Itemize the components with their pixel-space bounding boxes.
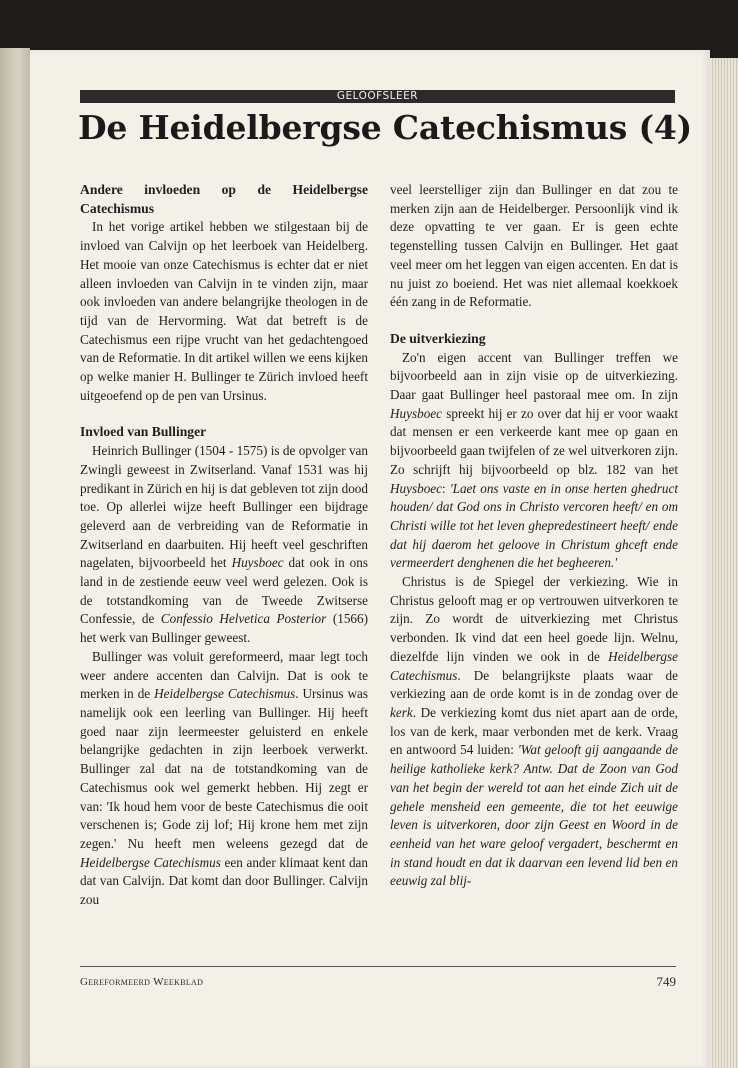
paragraph: In het vorige artikel hebben we stilgestaan bij de invloed van Calvijn op het leerboek van Heidelberg. Het mooie van onze Catechismus is echter dat er niet alleen invloeden van Calvijn in te vinden zijn, maar ook invloeden van andere belangrijke theologen in de tijd van de Hervorming. Wat dat betreft is de Catechismus een rijpe vrucht van het gedachtengoed van de Reformatie. In dit artikel willen we eens kijken op welke manier H. Bullinger te Zürich invloed heeft uitgeoefend op de pen van Ursinus. <box>80 219 368 403</box>
heading-invloed-bullinger: Invloed van Bullinger <box>80 424 207 440</box>
paragraph: Zo'n eigen accent van Bullinger treffen we bijvoorbeeld aan in zijn visie op de uitverkiezing. Daar gaat Bullinger heel pastoraal mee om. In zijn Huysboec spreekt hij er zo over dat hij er voor waakt dat mensen er een verkeerde kant mee op gaan en bijvoorbeeld gaan twijfelen of ze wel uitverkoren zijn. Zo schrijft hij bijvoorbeeld op blz. 182 van het Huysboec: 'Laet ons vaste en in onse herten ghedruct houden/ dat God ons in Christo vercoren heeft/ en om Christi wille tot het leven ghepredestineert heeft/ ende dat hij daerom het geloove in Christum ghceft ende vermeerdert denghenen die het begheeren.' <box>390 349 678 571</box>
article-title: De Heidelbergse Catechismus (4) <box>78 108 693 147</box>
column-left <box>80 181 368 910</box>
heading-andere-invloeden: Andere invloeden op de Heidelbergse Catechismus <box>80 182 368 216</box>
paragraph: veel leerstelliger zijn dan Bullinger en dat zou te merken zijn aan de Heidelberger. Persoonlijk vind ik deze opvatting te ver gaan. Er is geen echte tegenstelling tussen Calvijn en Bullinger. Het gaat veel meer om het leggen van eigen accenten. En dat is nu juist zo boeiend. Het was niet allemaal koekkoek één zang in de Reformatie. <box>390 182 678 310</box>
section-label: GELOOFSLEER <box>80 90 675 103</box>
column-right <box>390 181 678 891</box>
paragraph: Bullinger was voluit gereformeerd, maar legt toch weer andere accenten dan Calvijn. Dat is ook te merken in de Heidelbergse Catechismus. Ursinus was namelijk ook een leerling van Bullinger. Hij heeft goed naar zijn leermeester geluisterd en enkele belangrijke gedachten in zijn leerboek verwerkt. Bullinger zal dat na de totstandkoming van de Catechismus ook wel gemerkt hebben. Hij zegt er van: 'Ik houd hem voor de beste Catechismus die ooit verschenen is; Gode zij lof; Hij krone hem met zijn zegen.' Nu heeft men weleens gezegd dat de Heidelbergse Catechismus een ander klimaat kent dan dat van Calvijn. Dat komt dan door Bullinger. Calvijn zou <box>80 648 368 908</box>
footer-rule <box>80 966 676 967</box>
paragraph: Christus is de Spiegel der verkiezing. Wie in Christus gelooft mag er op vertrouwen uitverkoren te zijn. Zo wordt de uitverkiezing met Christus verbonden. Ik vind dat een heel goede lijn. Welnu, diezelfde lijn vinden we ook in de Heidelbergse Catechismus. De belangrijkste plaats waar de verkiezing aan de orde komt is in de zondag over de kerk. De verkiezing komt dus niet apart aan de orde, los van de kerk, maar verbonden met de kerk. Vraag en antwoord 54 luiden: 'Wat gelooft gij aangaande de heilige katholieke kerk? Antw. Dat de Zoon van God van het begin der wereld tot aan het einde Zich uit de gehele mensheid een gemeente, die tot het eeuwige leven is uitverkoren, door zijn Geest en Woord in de eenheid van het ware geloof vergadert, beschermt en in stand houdt en dat ik daarvan een levend lid ben en eeuwig zal blij- <box>390 574 678 889</box>
publication-name: Gereformeerd Weekblad <box>80 976 204 988</box>
page-number: 749 <box>656 974 676 989</box>
facing-page-edge <box>0 48 30 1068</box>
paragraph: Heinrich Bullinger (1504 - 1575) is de opvolger van Zwingli geweest in Zwitserland. Vanaf 1531 was hij predikant in Zürich en hij is dat gebleven tot zijn dood toe. Op allerlei wijze heeft Bullinger een bijdrage geleverd aan de verbreiding van de Reformatie in Zwitserland en daarbuiten. Hij heeft veel geschriften nagelaten, bijvoorbeeld het Huysboec dat ook in ons land in de zestiende eeuw veel werd gelezen. Ook is de totstandkoming van de Tweede Zwitserse Confessie, de Confessio Helvetica Posterior (1566) het werk van Bullinger geweest. <box>80 443 368 646</box>
heading-uitverkiezing: De uitverkiezing <box>390 330 486 346</box>
page-stack-edge <box>710 58 738 1068</box>
